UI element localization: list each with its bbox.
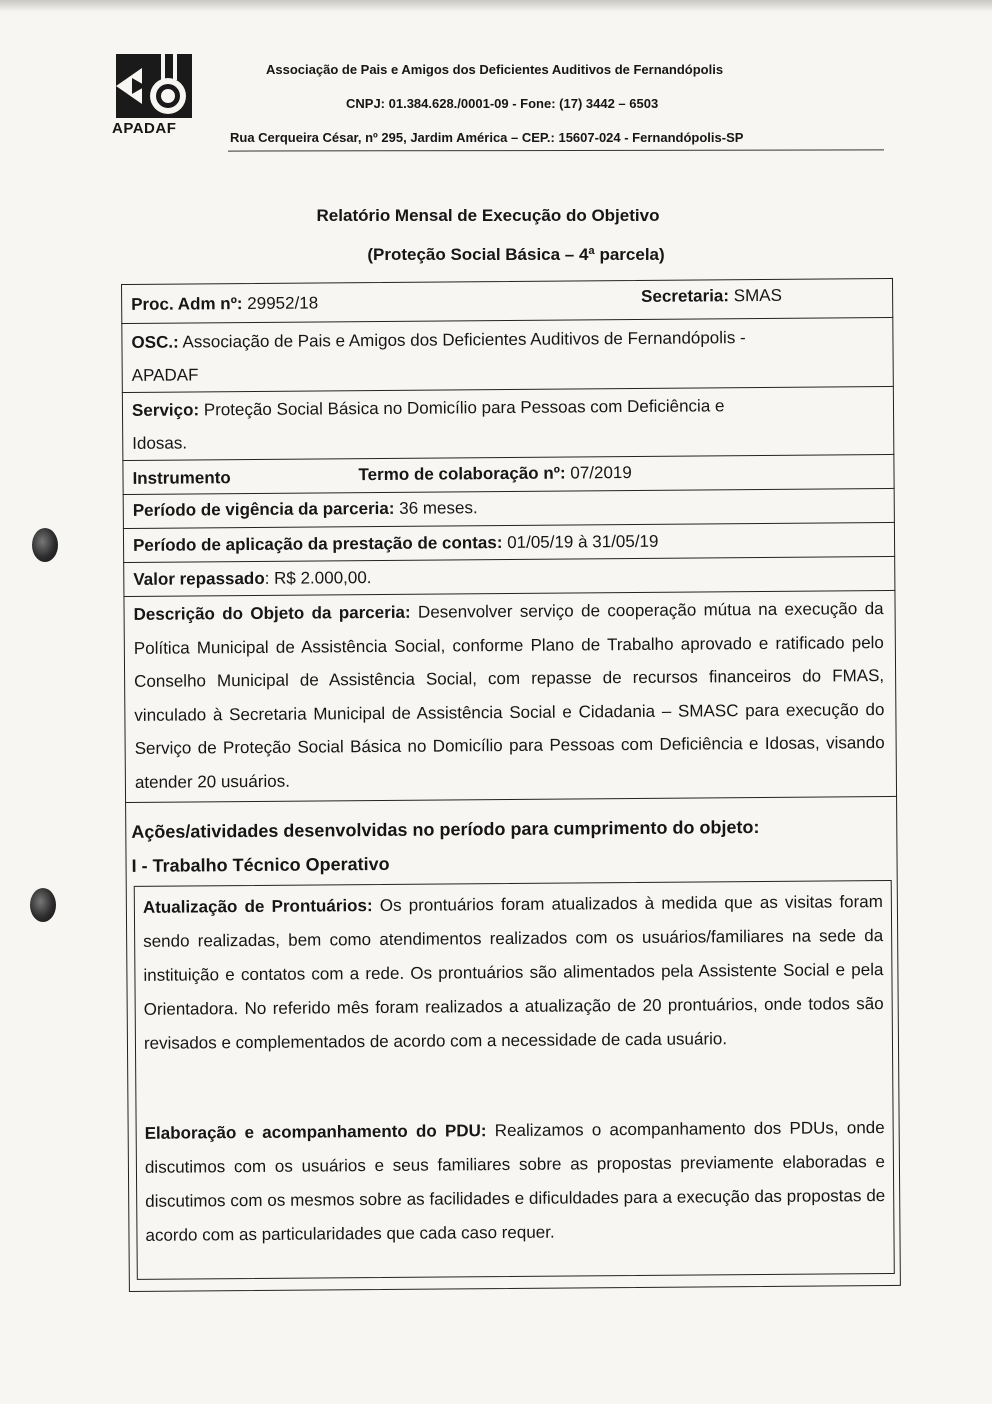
servico-row	[132, 389, 725, 427]
aplicacao-label: Período de aplicação da prestação de contas:	[132, 533, 503, 555]
prontuarios-label: Atualização de Prontuários:	[142, 896, 373, 917]
descricao-block	[133, 592, 885, 799]
report-subtitle: (Proteção Social Básica – 4ª parcela)	[367, 245, 665, 264]
vigencia-row	[133, 491, 478, 527]
vigencia-label: Período de vigência da parceria:	[132, 498, 395, 520]
osc-value-continued: APADAF	[131, 365, 199, 385]
aplicacao-value: 01/05/19 à 31/05/19	[502, 531, 659, 553]
proc-label: Proc. Adm nº:	[131, 294, 243, 314]
punch-hole	[32, 528, 58, 562]
header-divider	[228, 149, 884, 151]
prontuarios-text: Os prontuários foram atualizados à medida que as visitas foram sendo realizadas, bem como atendimentos realizados com os usuários/familiares na sede da instituição e contatos com a rede. Os prontuários são alimentados pela Assistente Social e pela Orientadora. No referido mês foram realizados a atualização de 20 prontuários, onde todos são revisados e complementados de acordo com a necessidade de cada usuário.	[143, 892, 884, 1053]
servico-value-continued: Idosas.	[132, 433, 188, 453]
valor-label: Valor repassado	[133, 568, 265, 589]
instrumento-text: Instrumento	[132, 468, 231, 488]
instrumento-label	[132, 461, 230, 495]
org-name: Associação de Pais e Amigos dos Deficientes Auditivos de Fernandópolis	[266, 62, 724, 77]
actions-box	[134, 880, 895, 1280]
valor-row	[133, 561, 371, 596]
report-table	[121, 278, 901, 1294]
pdu-label: Elaboração e acompanhamento do PDU:	[144, 1121, 487, 1143]
termo-value: 07/2019	[565, 462, 632, 483]
valor-value: : R$ 2.000,00.	[264, 568, 372, 588]
logo-text: APADAF	[112, 120, 177, 137]
pdu-text: Realizamos o acompanhamento dos PDUs, onde discutimos com os usuários e seus familiares sobre as propostas previamente elaboradas e discutimos com os mesmos sobre as facilidades e dificuldades para a execução das propostas de acordo com as particularidades que cada caso requer.	[144, 1118, 886, 1245]
org-contact: CNPJ: 01.384.628./0001-09 - Fone: (17) 3442 – 6503	[346, 96, 659, 111]
punch-hole	[30, 888, 56, 922]
pdu-block	[145, 1111, 886, 1253]
scan-edge	[0, 0, 992, 12]
secretaria-label: Secretaria:	[641, 286, 730, 306]
actions-subheading: I - Trabalho Técnico Operativo	[131, 853, 390, 876]
secretaria-cell	[641, 279, 782, 313]
termo-cell	[358, 456, 632, 491]
osc-row	[131, 321, 745, 359]
proc-value: 29952/18	[242, 293, 319, 314]
secretaria-value: SMAS	[728, 285, 782, 306]
descricao-label: Descrição do Objeto da parceria:	[133, 602, 411, 624]
vigencia-value: 36 meses.	[394, 498, 478, 518]
actions-heading: Ações/atividades desenvolvidas no período para cumprimento do objeto:	[131, 817, 760, 842]
servico-label: Serviço:	[131, 400, 200, 420]
osc-label: OSC.:	[131, 332, 179, 352]
termo-label: Termo de colaboração nº:	[358, 463, 566, 485]
report-title: Relatório Mensal de Execução do Objetivo	[316, 206, 660, 225]
proc-row	[131, 286, 318, 320]
osc-value: Associação de Pais e Amigos dos Deficientes Auditivos de Fernandópolis -	[178, 328, 746, 352]
prontuarios-block	[143, 885, 884, 1061]
descricao-value: Desenvolver serviço de cooperação mútua na execução da Política Municipal de Assistência Social, conforme Plano de Trabalho aprovado e ratificado pelo Conselho Municipal de Assistência Social, com repasse de recursos financeiros do FMAS, vinculado à Secretaria Municipal de Assistência Social e Cidadania – SMASC para execução do Serviço de Proteção Social Básica no Domicílio para Pessoas com Deficiência e Idosas, visando atender 20 usuários.	[133, 599, 885, 792]
org-address: Rua Cerqueira César, nº 295, Jardim América – CEP.: 15607-024 - Fernandópolis-SP	[230, 130, 744, 145]
aplicacao-row	[133, 525, 659, 562]
servico-value: Proteção Social Básica no Domicílio para Pessoas com Deficiência e	[199, 396, 725, 420]
